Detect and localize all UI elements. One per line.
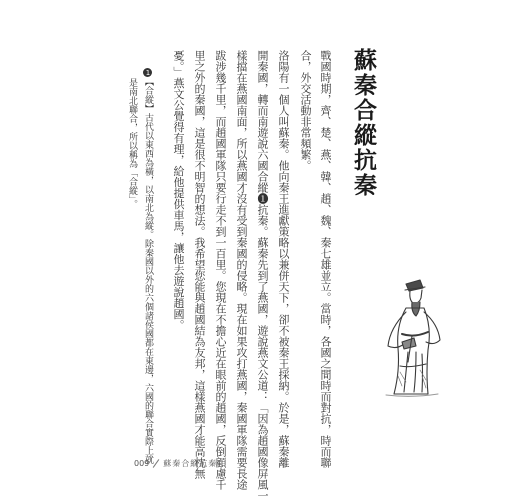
body-line: 戰國時期，齊、楚、燕、韓、趙、魏、秦七雄並立。當時，各國之間時而對抗，時而聯 — [319, 50, 332, 468]
body-line: 洛陽有一個人叫蘇秦。他向秦王進獻策略以兼併天下，卻不被秦王採納。於是，蘇秦離 — [277, 50, 290, 468]
footnote-line — [143, 68, 152, 464]
body-line: 跋涉幾千里，而趙國軍隊只要行走不到一百里。您現在不擔心近在眼前的趙國，反倒顧慮千 — [214, 50, 227, 490]
body-line: 憂。」燕文公覺得有理，給他提供車馬，讓他去遊說趙國。 — [172, 50, 185, 331]
footnote-line: 是南北聯合，所以稱為「合縱」。 — [127, 78, 137, 209]
running-title: 蘇秦合縱抗秦 — [163, 459, 218, 468]
strategist-figure-drawing-icon — [376, 276, 448, 400]
footnote-text: 【合縱】古代以東西為橫，以南北為縱。除秦國以外的六個諸侯國都在東邊，六國的聯合實際上就 — [143, 77, 153, 464]
body-line: 樣擋在燕國南面，所以燕國才沒有受到秦國的侵略。現在如果攻打燕國，秦國軍隊需要長途 — [235, 50, 248, 490]
folio-separator — [153, 459, 160, 468]
page-folio — [134, 458, 217, 469]
page-title: 蘇秦合縱抗秦 — [350, 48, 377, 198]
body-line: 里之外的秦國，這是很不明智的想法。我希望您能與趙國結為友邦，這樣燕國才能高枕無 — [193, 50, 206, 479]
body-line: 合，外交活動非常頻繁。 — [299, 50, 312, 171]
footnote-marker: 1 — [144, 68, 152, 77]
body-line: 開秦國，轉而南遊說六國合縱❶抗秦。蘇秦先到了燕國，遊說燕文公道：「因為趙國像屏風一 — [256, 50, 269, 501]
page-number: 009 — [134, 459, 150, 468]
